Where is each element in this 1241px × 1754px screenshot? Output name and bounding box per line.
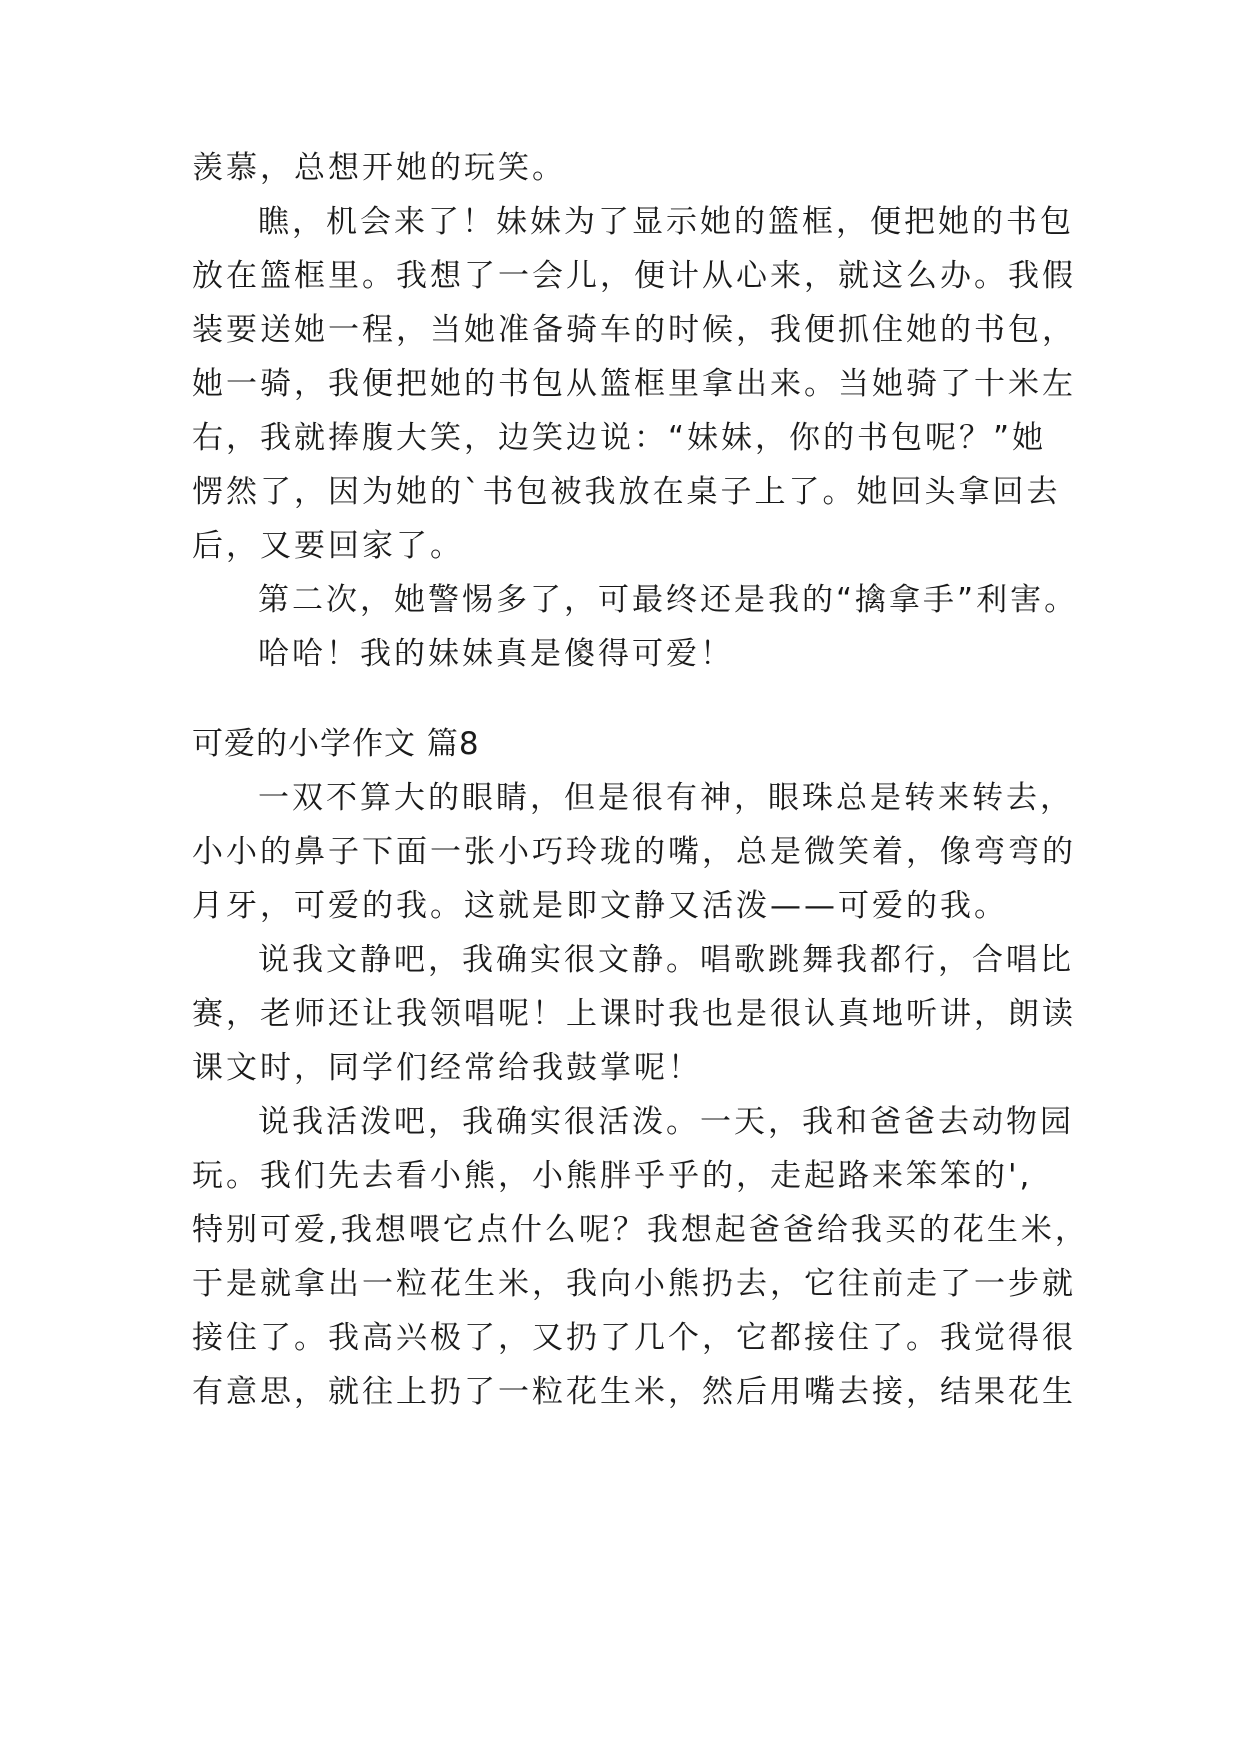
paragraph-line: 第二次，她警惕多了，可最终还是我的“擒拿手”利害。 — [258, 582, 1079, 618]
paragraph-line: 后，又要回家了。 — [192, 528, 464, 564]
paragraph-line: 月牙，可爱的我。这就是即文静又活泼——可爱的我。 — [192, 888, 1008, 924]
paragraph-line: 哈哈！我的妹妹真是傻得可爱！ — [258, 636, 734, 672]
paragraph-line: 特别可爱,我想喂它点什么呢？我想起爸爸给我买的花生米， — [192, 1212, 1089, 1248]
paragraph-line: 课文时，同学们经常给我鼓掌呢！ — [192, 1050, 702, 1086]
paragraph-line: 玩。我们先去看小熊，小熊胖乎乎的，走起路来笨笨的', — [192, 1158, 1033, 1194]
paragraph-line: 于是就拿出一粒花生米，我向小熊扔去，它往前走了一步就 — [192, 1266, 1076, 1302]
essay-heading: 可爱的小学作文 篇8 — [192, 726, 480, 762]
paragraph-line: 接住了。我高兴极了，又扔了几个，它都接住了。我觉得很 — [192, 1320, 1076, 1356]
paragraph-line: 羡慕，总想开她的玩笑。 — [192, 150, 566, 186]
paragraph-line: 说我文静吧，我确实很文静。唱歌跳舞我都行，合唱比 — [258, 942, 1074, 978]
paragraph-line: 右，我就捧腹大笑，边笑边说：“妹妹，你的书包呢？”她 — [192, 420, 1047, 456]
paragraph-line: 装要送她一程，当她准备骑车的时候，我便抓住她的书包， — [192, 312, 1076, 348]
paragraph-line: 一双不算大的眼睛，但是很有神，眼珠总是转来转去， — [258, 780, 1074, 816]
paragraph-line: 说我活泼吧，我确实很活泼。一天，我和爸爸去动物园 — [258, 1104, 1074, 1140]
paragraph-line: 愣然了，因为她的`书包被我放在桌子上了。她回头拿回去 — [192, 474, 1061, 510]
paragraph-line: 她一骑，我便把她的书包从篮框里拿出来。当她骑了十米左 — [192, 366, 1076, 402]
paragraph-line: 小小的鼻子下面一张小巧玲珑的嘴，总是微笑着，像弯弯的 — [192, 834, 1076, 870]
paragraph-line: 赛，老师还让我领唱呢！上课时我也是很认真地听讲，朗读 — [192, 996, 1076, 1032]
paragraph-line: 瞧，机会来了！妹妹为了显示她的篮框，便把她的书包 — [258, 204, 1074, 240]
paragraph-line: 放在篮框里。我想了一会儿，便计从心来，就这么办。我假 — [192, 258, 1076, 294]
paragraph-line: 有意思，就往上扔了一粒花生米，然后用嘴去接，结果花生 — [192, 1374, 1076, 1410]
